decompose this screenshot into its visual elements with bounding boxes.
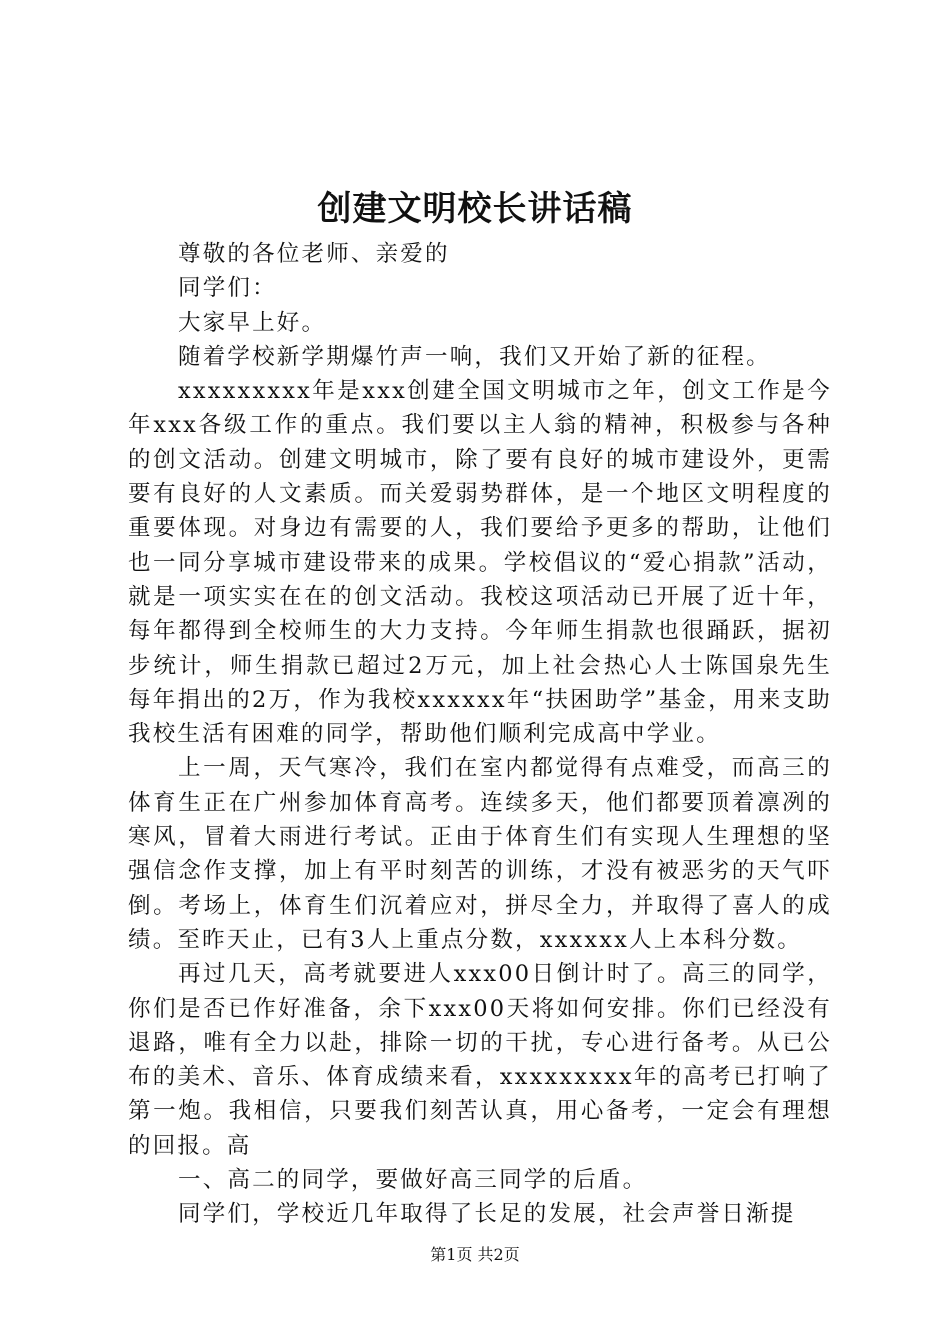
document-body: [128, 237, 832, 1232]
document-title: 创建文明校长讲话稿: [317, 189, 633, 229]
body-paragraph: 一、高二的同学，要做好高三同学的后盾。: [178, 1167, 648, 1194]
greeting-paragraph: 大家早上好。: [178, 309, 327, 336]
body-paragraph: 同学们，学校近几年取得了长足的发展，社会声誉日渐提: [178, 1201, 796, 1228]
body-paragraph: 再过几天，高考就要进人xxx00日倒计时了。高三的同学，你们是否已作好准备，余下xxx00天将如何安排。你们已经没有退路，唯有全力以赴，排除一切的干扰，专心进行备考。从已公布的美术、音乐、体育成绩来看，xxxxxxxxx年的高考已打响了第一炮。我相信，只要我们刻苦认真，用心备考，一定会有理想的回报。高: [128, 961, 832, 1159]
body-paragraph: 上一周，天气寒冷，我们在室内都觉得有点难受，而高三的体育生正在广州参加体育高考。连续多天，他们都要顶着凛冽的寒风，冒着大雨进行考试。正由于体育生们有实现人生理想的坚强信念作支撑，加上有平时刻苦的训练，才没有被恶劣的天气吓倒。考场上，体育生们沉着应对，拼尽全力，并取得了喜人的成绩。至昨天止，已有3人上重点分数，xxxxxx人上本科分数。: [128, 755, 832, 953]
salutation-line-2: 同学们：: [178, 275, 277, 302]
body-paragraph: xxxxxxxxx年是xxx创建全国文明城市之年，创文工作是今年xxx各级工作的重点。我们要以主人翁的精神，积极参与各种的创文活动。创建文明城市，除了要有良好的城市建设外，更需要有良好的人文素质。而关爱弱势群体，是一个地区文明程度的重要体现。对身边有需要的人，我们要给予更多的帮助，让他们也一同分享城市建设带来的成果。学校倡议的“爱心捐款”活动，就是一项实实在在的创文活动。我校这项活动已开展了近十年，每年都得到全校师生的大力支持。今年师生捐款也很踊跃，据初步统计，师生捐款已超过2万元，加上社会热心人士陈国泉先生每年捐出的2万，作为我校xxxxxx年“扶困助学”基金，用来支助我校生活有困难的同学，帮助他们顺利完成高中学业。: [128, 378, 832, 748]
page-footer: 第1页 共2页: [430, 1245, 520, 1264]
salutation-line-1: 尊敬的各位老师、亲爱的: [178, 241, 450, 267]
body-paragraph: 随着学校新学期爆竹声一响，我们又开始了新的征程。: [178, 343, 771, 370]
